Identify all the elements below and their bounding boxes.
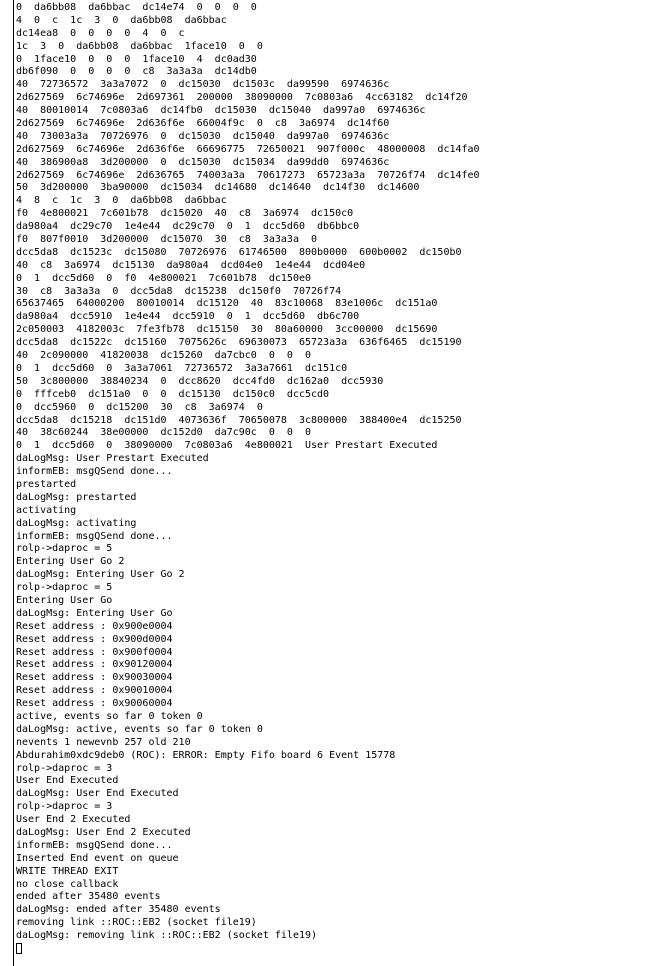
terminal-line: 40 73003a3a 70726976 0 dc15030 dc15040 da997a0 6974636c — [16, 130, 390, 142]
terminal-line: informEB: msgQSend done... — [16, 839, 173, 851]
terminal-line: rolp->daproc = 5 — [16, 582, 113, 594]
terminal-line: daLogMsg: removing link ::ROC::EB2 (socket file19) — [16, 930, 318, 942]
terminal-line: daLogMsg: User End Executed — [16, 788, 179, 800]
terminal-line: Reset address : 0x90120004 — [16, 659, 173, 671]
text-cursor — [16, 943, 22, 954]
prompt-line[interactable] — [16, 943, 480, 956]
terminal-line: 2d627569 6c74696e 2d636f6e 66004f9c 0 c8 3a6974 dc14f60 — [16, 118, 390, 130]
terminal-line: daLogMsg: Entering User Go — [16, 607, 173, 619]
terminal-line: db6f090 0 0 0 0 c8 3a3a3a dc14db0 — [16, 66, 257, 78]
terminal-line: da980a4 dc29c70 1e4e44 dc29c70 0 1 dcc5d60 db6bbc0 — [16, 221, 360, 233]
terminal-output — [16, 2, 480, 956]
terminal-line: 2c050003 4182003c 7fe3fb78 dc15150 30 80a60000 3cc00000 dc15690 — [16, 324, 438, 336]
terminal-line: 4 8 c 1c 3 0 da6bb08 da6bbac — [16, 195, 227, 207]
terminal-line: prestarted — [16, 478, 77, 490]
terminal-line: removing link ::ROC::EB2 (socket file19) — [16, 917, 257, 929]
terminal-line: da980a4 dcc5910 1e4e44 dcc5910 0 1 dcc5d60 db6c700 — [16, 311, 360, 323]
terminal-line: 40 386900a8 3d200000 0 dc15030 dc15034 da99dd0 6974636c — [16, 156, 390, 168]
terminal-line: 30 c8 3a3a3a 0 dcc5da8 dc15238 dc150f0 70726f74 — [16, 285, 342, 297]
terminal-line: Entering User Go 2 — [16, 556, 125, 568]
terminal-line: Reset address : 0x90060004 — [16, 698, 173, 710]
terminal-line: 40 72736572 3a3a7072 0 dc15030 dc1503c da99590 6974636c — [16, 79, 390, 91]
terminal-line: f0 4e800021 7c601b78 dc15020 40 c8 3a6974 dc150c0 — [16, 208, 354, 220]
terminal-line: 0 1 dcc5d60 0 3a3a7061 72736572 3a3a7661 dc151c0 — [16, 362, 348, 374]
terminal-line: 0 dcc5960 0 dc15200 30 c8 3a6974 0 — [16, 401, 263, 413]
terminal-line: Reset address : 0x90010004 — [16, 685, 173, 697]
terminal-line: 0 1face10 0 0 0 1face10 4 dc0ad30 — [16, 53, 257, 65]
terminal-line: 65637465 64000200 80010014 dc15120 40 83c10068 83e1006c dc151a0 — [16, 298, 438, 310]
terminal-line: rolp->daproc = 3 — [16, 762, 113, 774]
terminal-line: Reset address : 0x900f0004 — [16, 646, 173, 658]
terminal-line: 0 fffceb0 dc151a0 0 0 dc15130 dc150c0 dcc5cd0 — [16, 388, 330, 400]
terminal-line: daLogMsg: User End 2 Executed — [16, 827, 191, 838]
terminal-line: dcc5da8 dc1522c dc15160 7075626c 69630073 65723a3a 636f6465 dc15190 — [16, 337, 462, 349]
terminal-line: User End 2 Executed — [16, 814, 131, 826]
terminal-line: activating — [16, 504, 77, 516]
terminal-line: 40 80010014 7c0803a6 dc14fb0 dc15030 dc15040 da997a0 6974636c — [16, 105, 426, 117]
terminal-line: WRITE THREAD EXIT — [16, 865, 119, 877]
terminal-line: daLogMsg: active, events so far 0 token 0 — [16, 723, 263, 735]
terminal-line: 2d627569 6c74696e 2d636f6e 66696775 72650021 907f000c 48000008 dc14fa0 — [16, 143, 480, 155]
terminal-line: dcc5da8 dc1523c dc15080 70726976 61746500 800b0000 600b0002 dc150b0 — [16, 246, 462, 258]
terminal-line: Entering User Go — [16, 594, 113, 606]
terminal-line: rolp->daproc = 3 — [16, 801, 113, 813]
scrollbar-thumb[interactable] — [0, 0, 13, 966]
terminal-line: daLogMsg: ended after 35480 events — [16, 904, 221, 916]
terminal-line: rolp->daproc = 5 — [16, 543, 113, 555]
terminal-line: 0 da6bb08 da6bbac dc14e74 0 0 0 0 — [16, 2, 257, 13]
terminal-line: daLogMsg: prestarted — [16, 491, 137, 503]
terminal-line: 40 2c090000 41820038 dc15260 da7cbc0 0 0 0 — [16, 350, 312, 362]
terminal-line: active, events so far 0 token 0 — [16, 710, 203, 722]
terminal-line: 40 38c60244 38e00000 dc152d0 da7c90c 0 0 0 — [16, 427, 312, 439]
terminal-line: dcc5da8 dc15218 dc151d0 4073636f 70650078 3c800000 388400e4 dc15250 — [16, 414, 462, 426]
terminal-line: Abdurahim0xdc9deb0 (ROC): ERROR: Empty Fifo board 6 Event 15778 — [16, 749, 396, 761]
terminal-line: 50 3c800000 38840234 0 dcc8620 dcc4fd0 dc162a0 dcc5930 — [16, 375, 384, 387]
terminal-line: daLogMsg: Entering User Go 2 — [16, 569, 185, 581]
scrollbar[interactable] — [0, 0, 14, 966]
terminal-line: daLogMsg: activating — [16, 517, 137, 529]
terminal-line: f0 807f0010 3d200000 dc15070 30 c8 3a3a3a 0 — [16, 234, 318, 246]
terminal-line: Reset address : 0x90030004 — [16, 672, 173, 684]
terminal-line: 0 1 dcc5d60 0 38090000 7c0803a6 4e800021 User Prestart Executed — [16, 440, 438, 452]
terminal-line: informEB: msgQSend done... — [16, 466, 173, 478]
terminal-line: ended after 35480 events — [16, 891, 161, 903]
terminal-line: 2d627569 6c74696e 2d636765 74003a3a 70617273 65723a3a 70726f74 dc14fe0 — [16, 169, 480, 181]
terminal-line: 50 3d200000 3ba90000 dc15034 dc14680 dc14640 dc14f30 dc14600 — [16, 182, 420, 194]
terminal-line: daLogMsg: User Prestart Executed — [16, 453, 209, 465]
terminal-line: Inserted End event on queue — [16, 852, 179, 864]
terminal-line: User End Executed — [16, 775, 119, 787]
terminal-line: Reset address : 0x900e0004 — [16, 620, 173, 632]
terminal-line: no close callback — [16, 878, 119, 890]
terminal-line: 0 1 dcc5d60 0 f0 4e800021 7c601b78 dc150e0 — [16, 272, 312, 284]
terminal-line: 40 c8 3a6974 dc15130 da980a4 dcd04e0 1e4e44 dcd04e0 — [16, 259, 366, 271]
terminal-line: nevents 1 newevnb 257 old 210 — [16, 736, 191, 748]
terminal-line: 2d627569 6c74696e 2d697361 200000 38090000 7c0803a6 4cc63182 dc14f20 — [16, 92, 468, 104]
terminal-line: 1c 3 0 da6bb08 da6bbac 1face10 0 0 — [16, 40, 263, 52]
terminal-line: Reset address : 0x900d0004 — [16, 633, 173, 645]
terminal-line: dc14ea8 0 0 0 0 4 0 c — [16, 27, 185, 39]
terminal-line: informEB: msgQSend done... — [16, 530, 173, 542]
terminal-line: 4 0 c 1c 3 0 da6bb08 da6bbac — [16, 14, 227, 26]
